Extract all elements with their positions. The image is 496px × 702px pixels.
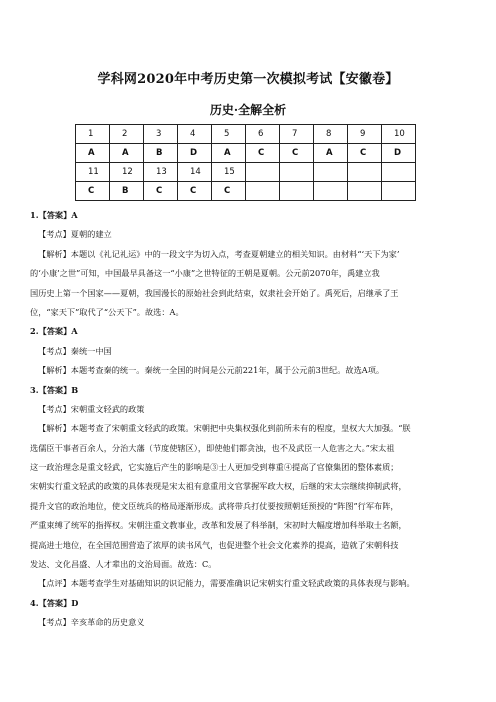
q1-jiexi-line: 位，“家天下”取代了“公天下”。故选：A。	[30, 306, 184, 317]
table-cell: C	[178, 182, 212, 201]
table-cell: A	[212, 144, 246, 163]
q3-jiexi-line: 宋朝实行重文轻武的政策的具体表现是宋太祖有意重用文官掌握军政大权，后继的宋太宗继续抑制武将，	[30, 481, 407, 492]
table-row-question-numbers	[76, 125, 416, 144]
table-cell: C	[280, 144, 314, 163]
solution-body	[30, 206, 470, 633]
table-cell	[246, 163, 280, 182]
table-cell	[246, 182, 280, 201]
document-title: 学科网2020年中考历史第一次模拟考试【安徽卷】	[97, 72, 399, 87]
table-cell: C	[76, 182, 110, 201]
answer-table	[75, 124, 416, 201]
q3-jiexi-line: 选儒臣干事者百余人，分治大藩（节度使辖区），即使他们都贪浊，也不及武臣一人危害之大。”宋太祖	[30, 442, 395, 453]
table-cell: 1	[76, 125, 110, 144]
table-cell: C	[246, 144, 280, 163]
table-row-answers	[76, 144, 416, 163]
q1-kaodian: 【考点】夏朝的建立	[38, 229, 112, 240]
q3-answer-heading: 3.【答案】B	[30, 384, 79, 395]
q3-jiexi-line: 这一政治理念是重文轻武，它实施后产生的影响是③士人更加受到尊重④提高了官僚集团的整体素质；	[30, 462, 399, 473]
q3-jiexi-line: 【解析】本题考查了宋朝重文轻武的政策。宋朝把中央集权强化到前所未有的程度，皇权大大加强。“朕	[38, 423, 411, 434]
table-cell: C	[212, 182, 246, 201]
q3-jiexi-line: 发达、文化昌盛、人才辈出的文治局面。故选：C。	[30, 559, 217, 570]
q1-jiexi-line: 的‘小康’之世”可知，中国最早具备这一“小康”之世特征的王朝是夏朝。公元前2070年，禹建立我	[30, 268, 380, 279]
table-row-answers	[76, 182, 416, 201]
table-cell: D	[178, 144, 212, 163]
table-cell	[314, 182, 348, 201]
table-cell: A	[314, 144, 348, 163]
table-cell: A	[110, 144, 144, 163]
table-cell: 14	[178, 163, 212, 182]
table-cell: 7	[280, 125, 314, 144]
table-cell: 10	[382, 125, 416, 144]
table-cell	[348, 163, 382, 182]
table-cell: 6	[246, 125, 280, 144]
q1-jiexi-line: 国历史上第一个国家——夏朝，我国漫长的原始社会到此结束，奴隶社会开始了。禹死后，启继承了王	[30, 287, 399, 298]
table-cell: 5	[212, 125, 246, 144]
q2-jiexi-line: 【解析】本题考查秦的统一。秦统一全国的时间是公元前221年，属于公元前3世纪。故选A项。	[38, 365, 385, 376]
table-cell: 15	[212, 163, 246, 182]
q3-kaodian: 【考点】宋朝重文轻武的政策	[38, 403, 145, 414]
table-cell: B	[144, 144, 178, 163]
table-cell	[382, 163, 416, 182]
table-cell: 3	[144, 125, 178, 144]
q2-answer-heading: 2.【答案】A	[30, 326, 78, 337]
q3-jiexi-line: 严重束缚了统军的指挥权。宋朝注重文教事业，改革和发展了科举制，宋初时大幅度增加科举取士名额，	[30, 520, 407, 531]
table-cell: C	[144, 182, 178, 201]
table-row-question-numbers	[76, 163, 416, 182]
table-cell: C	[348, 144, 382, 163]
table-cell: 4	[178, 125, 212, 144]
q1-jiexi-line: 【解析】本题以《礼记礼运》中的一段文字为切入点，考查夏朝建立的相关知识。由材料“‘天下为家’	[38, 248, 400, 259]
table-cell: D	[382, 144, 416, 163]
table-cell	[382, 182, 416, 201]
table-cell: 11	[76, 163, 110, 182]
table-cell: B	[110, 182, 144, 201]
table-cell: 8	[314, 125, 348, 144]
q1-answer-heading: 1.【答案】A	[30, 210, 78, 220]
table-cell: 13	[144, 163, 178, 182]
q3-jiexi-line: 提升文官的政治地位，使文臣统兵的格局逐渐形成。武将带兵打仗要按照朝廷预授的“阵图”行军布阵，	[30, 500, 399, 511]
table-cell: 9	[348, 125, 382, 144]
q3-dianping: 【点评】本题考查学生对基础知识的识记能力，需要准确识记宋朝实行重文轻武政策的具体表现与影响。	[38, 578, 415, 589]
table-cell	[280, 182, 314, 201]
table-cell: 12	[110, 163, 144, 182]
table-cell	[280, 163, 314, 182]
q4-answer-heading: 4.【答案】D	[30, 597, 79, 608]
table-cell	[348, 182, 382, 201]
document-subtitle: 历史·全解全析	[209, 103, 287, 117]
table-cell: 2	[110, 125, 144, 144]
q2-kaodian: 【考点】秦统一中国	[38, 345, 112, 356]
q3-jiexi-line: 提高进士地位，在全国范围营造了浓厚的读书风气，也促进整个社会文化素养的提高，造就了宋朝科技	[30, 539, 399, 550]
table-cell: A	[76, 144, 110, 163]
table-cell	[314, 163, 348, 182]
q4-kaodian: 【考点】辛亥革命的历史意义	[38, 617, 145, 628]
